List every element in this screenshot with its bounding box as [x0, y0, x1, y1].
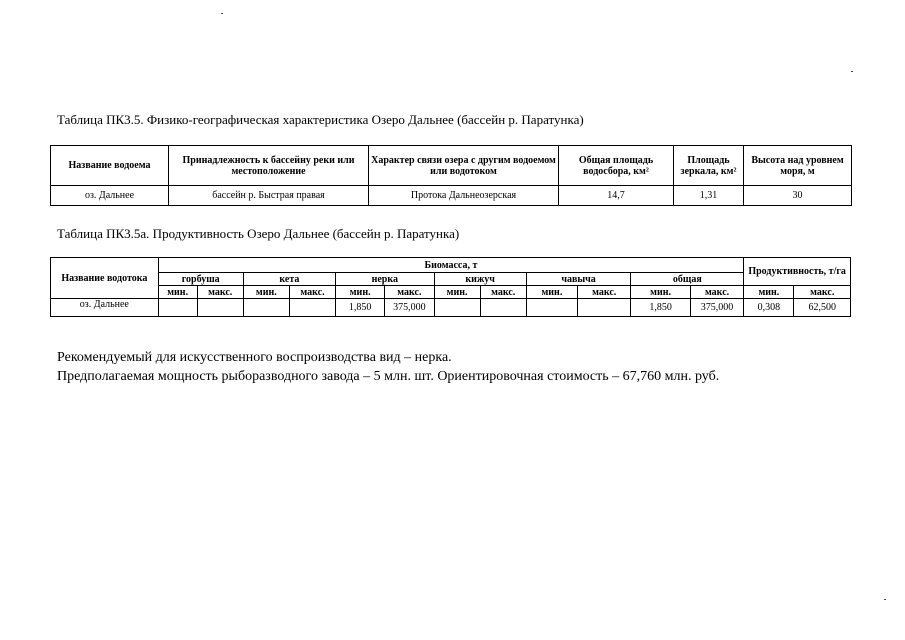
header-max: макс. [480, 286, 526, 299]
header-min: мин. [243, 286, 289, 299]
cell-productivity-min: 0,308 [744, 299, 794, 317]
header-catchment-area: Общая площадь водосбора, км² [559, 146, 674, 186]
table1-caption: Таблица ПК3.5. Физико-географическая характеристика Озеро Дальнее (бассейн р. Паратунка) [57, 112, 584, 127]
cell-coho-max [480, 299, 526, 317]
cell-pink-max [197, 299, 243, 317]
cell-catchment-area: 14,7 [559, 186, 674, 206]
cell-chinook-max [578, 299, 631, 317]
header-min: мин. [526, 286, 577, 299]
header-elevation: Высота над уровнем моря, м [744, 146, 852, 186]
header-connection-type: Характер связи озера с другим водоемом или водотоком [369, 146, 559, 186]
cell-name: оз. Дальнее [51, 299, 159, 317]
cell-elevation: 30 [744, 186, 852, 206]
cell-total-min: 1,850 [631, 299, 690, 317]
header-min: мин. [158, 286, 197, 299]
table1-header-row [51, 146, 852, 186]
cell-productivity-max: 62,500 [794, 299, 851, 317]
cell-total-max: 375,000 [690, 299, 743, 317]
header-min: мин. [744, 286, 794, 299]
table2-header-row-1 [51, 258, 851, 273]
header-species-coho: кижуч [434, 273, 526, 286]
cell-mirror-area: 1,31 [674, 186, 744, 206]
header-max: макс. [385, 286, 434, 299]
cell-sockeye-max: 375,000 [385, 299, 434, 317]
header-min: мин. [336, 286, 385, 299]
header-basin-affiliation: Принадлежность к бассейну реки или местоположение [169, 146, 369, 186]
header-water-body-name: Название водоема [51, 146, 169, 186]
cell-name: оз. Дальнее [51, 186, 169, 206]
scan-speck [851, 71, 853, 72]
recommendation-text: Рекомендуемый для искусственного воспроизводства вид – нерка. [57, 350, 452, 365]
header-min: мин. [434, 286, 480, 299]
cell-coho-min [434, 299, 480, 317]
header-productivity: Продуктивность, т/га [744, 258, 851, 286]
header-max: макс. [578, 286, 631, 299]
table2-header-row-minmax [51, 286, 851, 299]
physical-geography-table [50, 145, 852, 206]
header-max: макс. [690, 286, 743, 299]
header-max: макс. [289, 286, 335, 299]
table2-header-row-species [51, 273, 851, 286]
cell-chum-max [289, 299, 335, 317]
header-watercourse-name: Название водотока [51, 258, 159, 299]
cell-basin: бассейн р. Быстрая правая [169, 186, 369, 206]
header-species-total: общая [631, 273, 744, 286]
hatchery-capacity-text: Предполагаемая мощность рыборазводного завода – 5 млн. шт. Ориентировочная стоимость – 67,760 млн. руб. [57, 369, 720, 384]
header-species-sockeye: нерка [336, 273, 434, 286]
header-biomass: Биомасса, т [158, 258, 744, 273]
table2-caption: Таблица ПК3.5а. Продуктивность Озеро Дальнее (бассейн р. Паратунка) [57, 226, 460, 241]
header-species-chum: кета [243, 273, 335, 286]
cell-chum-min [243, 299, 289, 317]
header-max: макс. [794, 286, 851, 299]
scan-speck [221, 13, 223, 14]
cell-pink-min [158, 299, 197, 317]
table-row [51, 186, 852, 206]
cell-connection: Протока Дальнеозерская [369, 186, 559, 206]
productivity-table [50, 257, 851, 317]
cell-chinook-min [526, 299, 577, 317]
table-row [51, 299, 851, 317]
header-species-chinook: чавыча [526, 273, 631, 286]
scan-speck [884, 599, 886, 600]
header-mirror-area: Площадь зеркала, км² [674, 146, 744, 186]
header-max: макс. [197, 286, 243, 299]
header-species-pink-salmon: горбуша [158, 273, 243, 286]
cell-sockeye-min: 1,850 [336, 299, 385, 317]
header-min: мин. [631, 286, 690, 299]
